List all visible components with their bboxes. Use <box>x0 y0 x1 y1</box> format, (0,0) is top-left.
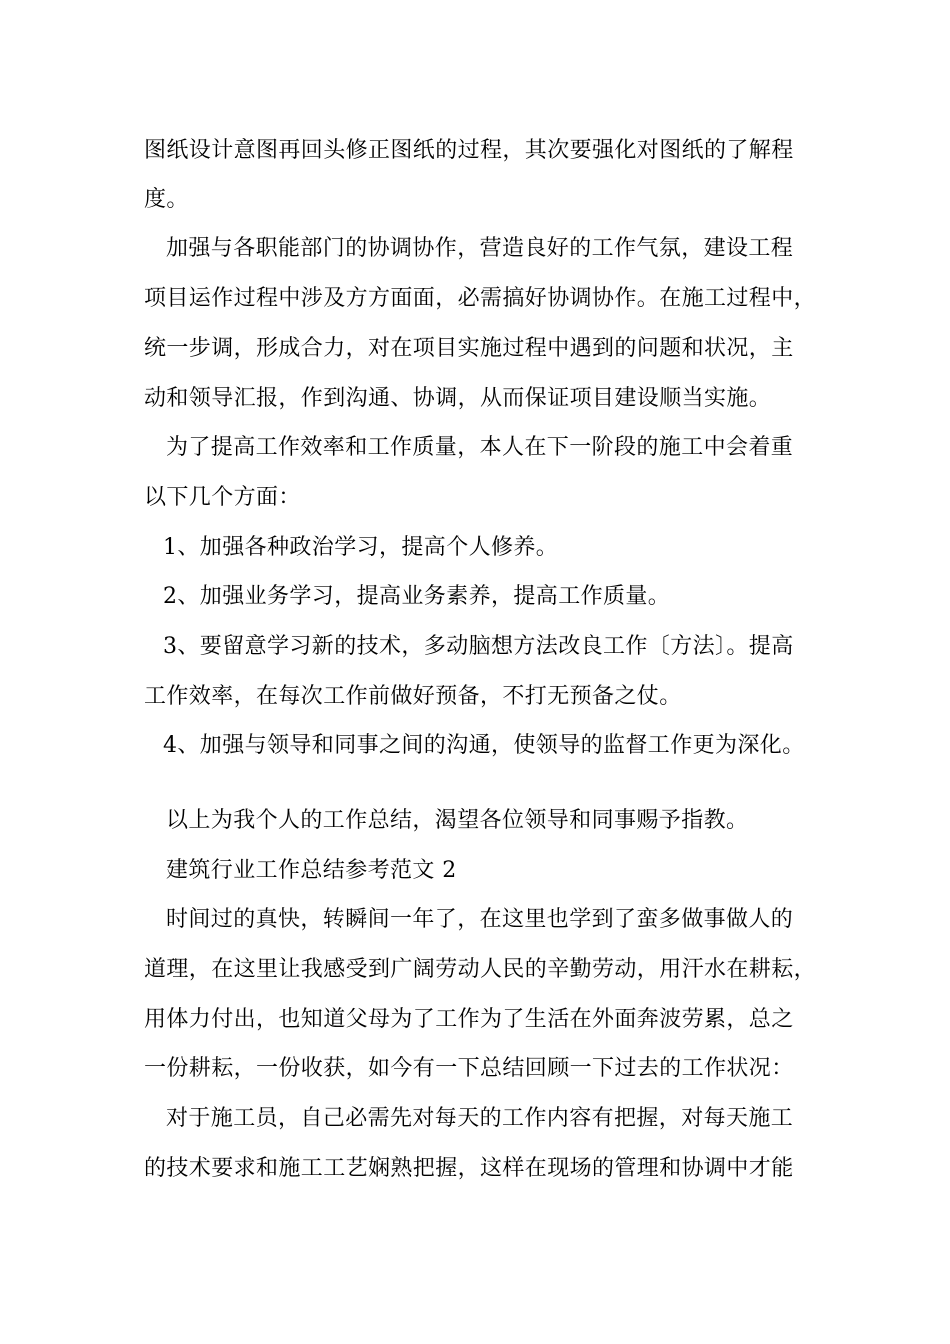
paragraph-start: 时间过的真快，转瞬间一年了，在这里也学到了蛮多做事做人的 <box>166 907 794 932</box>
list-item: 1、加强各种政治学习，提高个人修养。 <box>163 535 559 560</box>
text-line: 工作效率，在每次工作前做好预备，不打无预备之仗。 <box>144 684 682 709</box>
paragraph-start: 加强与各职能部门的协调协作，营造良好的工作气氛，建设工程 <box>166 236 794 261</box>
list-item: 4、加强与领导和同事之间的沟通，使领导的监督工作更为深化。 <box>163 733 805 758</box>
text-line: 用体力付出，也知道父母为了工作为了生活在外面奔波劳累，总之 <box>144 1007 794 1032</box>
text-line: 统一步调，形成合力，对在项目实施过程中遇到的问题和状况，主 <box>144 336 794 361</box>
section-heading: 建筑行业工作总结参考范文 2 <box>166 858 457 883</box>
text-line: 的技术要求和施工工艺娴熟把握，这样在现场的管理和协调中才能 <box>144 1156 794 1181</box>
text-line: 道理，在这里让我感受到广阔劳动人民的辛勤劳动，用汗水在耕耘， <box>144 957 817 982</box>
text-line: 项目运作过程中涉及方方面面，必需搞好协调协作。在施工过程中， <box>144 286 817 311</box>
text-line: 度。 <box>144 187 189 212</box>
list-item: 2、加强业务学习，提高业务素养，提高工作质量。 <box>163 584 671 609</box>
text-line: 以下几个方面： <box>144 485 301 510</box>
paragraph-start: 以上为我个人的工作总结，渴望各位领导和同事赐予指教。 <box>166 808 749 833</box>
paragraph-start: 对于施工员，自己必需先对每天的工作内容有把握，对每天施工 <box>166 1106 794 1131</box>
text-line: 一份耕耘，一份收获，如今有一下总结回顾一下过去的工作状况： <box>144 1056 794 1081</box>
list-item: 3、要留意学习新的技术，多动脑想方法改良工作〔方法〕。提高 <box>163 634 794 659</box>
text-line: 动和领导汇报，作到沟通、协调，从而保证项目建设顺当实施。 <box>144 386 772 411</box>
paragraph-start: 为了提高工作效率和工作质量，本人在下一阶段的施工中会着重 <box>166 435 794 460</box>
text-line: 图纸设计意图再回头修正图纸的过程，其次要强化对图纸的了解程 <box>144 138 794 163</box>
